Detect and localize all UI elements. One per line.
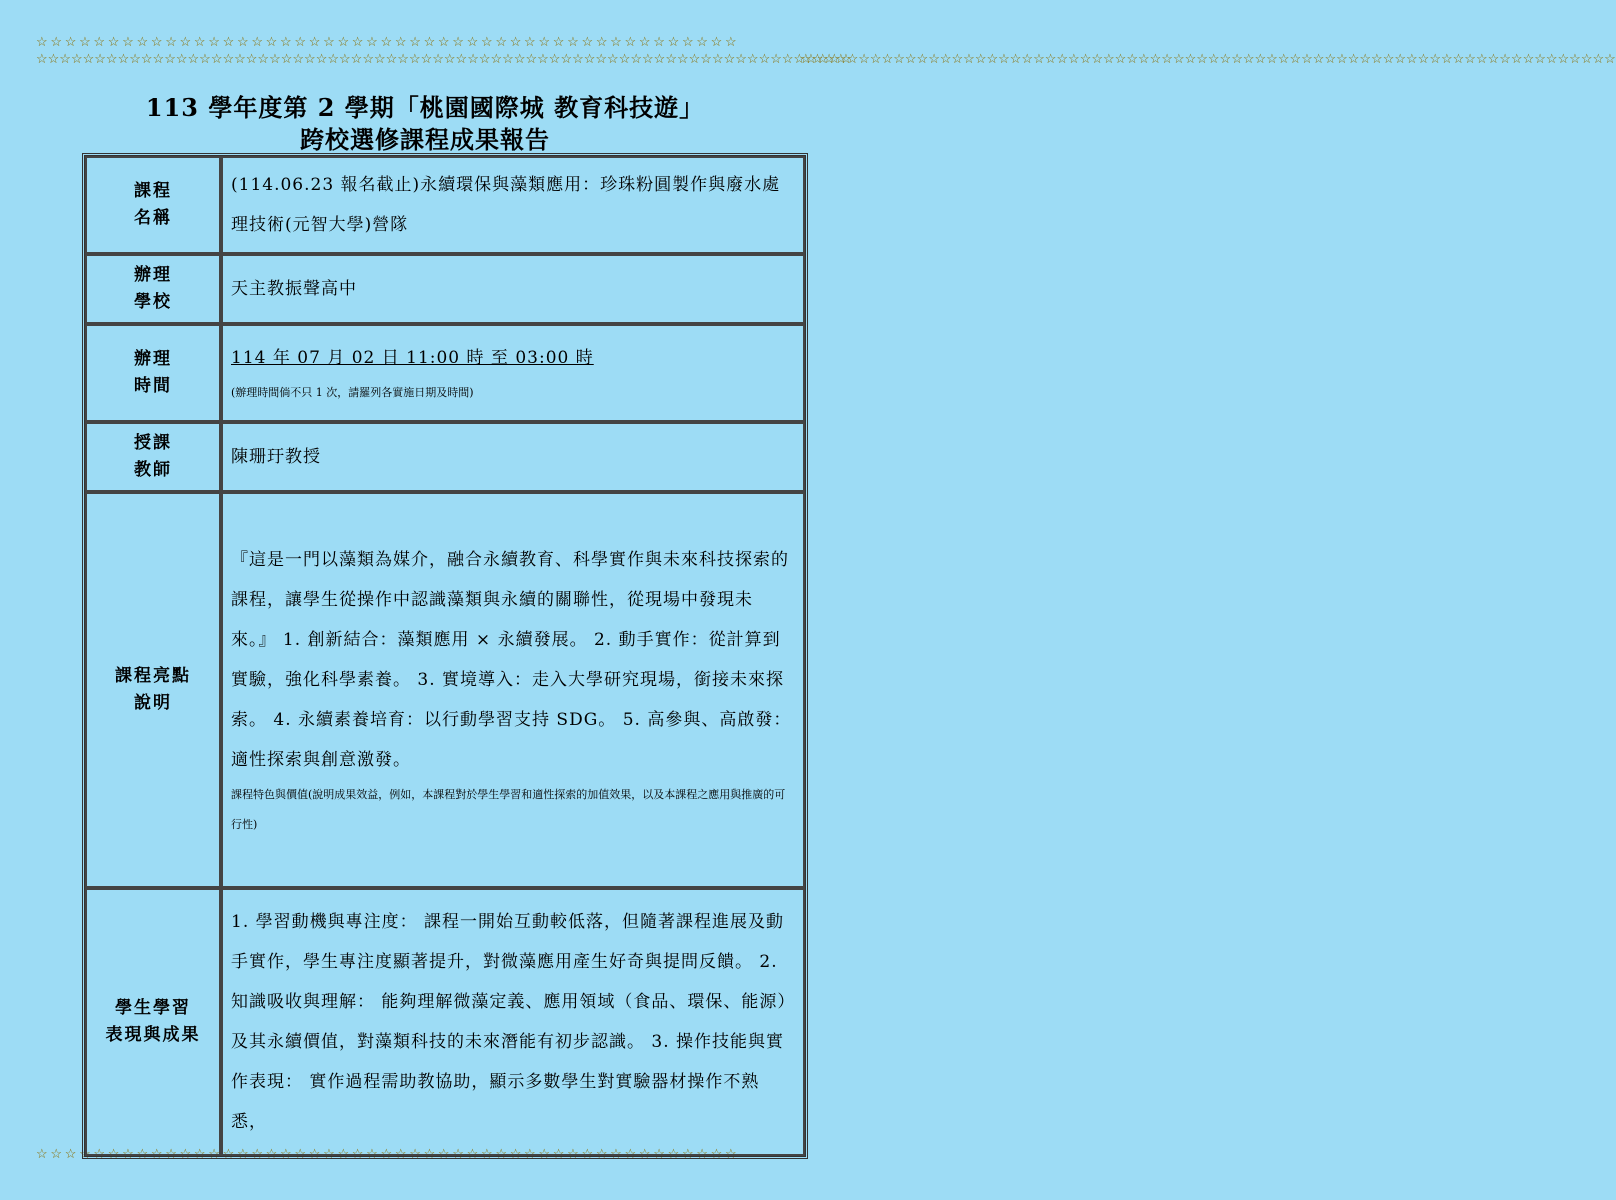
value-teacher: 陳珊玗教授 [221, 422, 805, 492]
star-border-top: ☆☆☆☆☆☆☆☆☆☆☆☆☆☆☆☆☆☆☆☆☆☆☆☆☆☆☆☆☆☆☆☆☆☆☆☆☆☆☆☆☆☆☆☆☆☆☆☆☆ [36, 35, 740, 50]
row-school [85, 254, 805, 324]
label-teacher: 授課 教師 [85, 422, 221, 492]
star-border-right: ☆☆☆☆☆☆☆☆☆☆☆☆☆☆☆☆☆☆☆☆☆☆☆☆☆☆☆☆☆☆☆☆☆☆☆☆☆☆☆☆☆☆☆☆☆☆☆☆☆☆☆☆☆☆☆☆☆☆☆☆☆☆☆☆☆☆☆☆☆☆ [800, 52, 1616, 67]
row-course-name [85, 156, 805, 254]
value-course-name: (114.06.23 報名截止)永續環保與藻類應用：珍珠粉圓製作與廢水處理技術(元智大學)營隊 [221, 156, 805, 254]
value-school: 天主教振聲高中 [221, 254, 805, 324]
row-highlight [85, 492, 805, 888]
report-title: 113 學年度第 2 學期「桃園國際城 教育科技遊」 [145, 93, 705, 122]
star-border-left: ☆☆☆☆☆☆☆☆☆☆☆☆☆☆☆☆☆☆☆☆☆☆☆☆☆☆☆☆☆☆☆☆☆☆☆☆☆☆☆☆☆☆☆☆☆☆☆☆☆☆☆☆☆☆☆☆☆☆☆☆☆☆☆☆☆☆☆☆☆☆ [36, 52, 852, 67]
label-highlight: 課程亮點 說明 [85, 492, 221, 888]
label-time: 辦理 時間 [85, 324, 221, 422]
highlight-text: 『這是一門以藻類為媒介，融合永續教育、科學實作與未來科技探索的課程，讓學生從操作中認識藻類與永續的關聯性，從現場中發現未來。』 1. 創新結合：藻類應用 × 永續發展。 2. 動手實作：從計算到實驗，強化科學素養。 3. 實境導入：走入大學研究現場，銜接未來探索。 4. 永續素養培育：以行動學習支持 SDG。 5. 高參與、高啟發：適性探索與創意激發。 [231, 550, 792, 770]
row-performance [85, 888, 805, 1156]
label-school: 辦理 學校 [85, 254, 221, 324]
value-performance: 1. 學習動機與專注度： 課程一開始互動較低落，但隨著課程進展及動手實作，學生專注度顯著提升，對微藻應用產生好奇與提問反饋。 2. 知識吸收與理解： 能夠理解微藻定義、應用領域（食品、環保、能源）及其永續價值，對藻類科技的未來潛能有初步認識。 3. 操作技能與實作表現： 實作過程需助教協助，顯示多數學生對實驗器材操作不熟悉， [221, 888, 805, 1156]
label-performance: 學生學習 表現與成果 [85, 888, 221, 1156]
report-subtitle: 跨校選修課程成果報告 [300, 125, 550, 154]
row-time [85, 324, 805, 422]
time-value: 114 年 07 月 02 日 11:00 時 至 03:00 時 [231, 348, 594, 368]
label-course-name: 課程 名稱 [85, 156, 221, 254]
highlight-note: 課程特色與價值(說明成果效益，例如，本課程對於學生學習和適性探索的加值效果，以及本課程之應用與推廣的可行性) [231, 788, 786, 831]
value-time [221, 324, 805, 422]
value-highlight [221, 492, 805, 888]
report-table [82, 153, 808, 1159]
star-border-bottom: ☆☆☆☆☆☆☆☆☆☆☆☆☆☆☆☆☆☆☆☆☆☆☆☆☆☆☆☆☆☆☆☆☆☆☆☆☆☆☆☆☆☆☆☆☆☆☆☆☆ [36, 1147, 740, 1162]
row-teacher [85, 422, 805, 492]
time-note: (辦理時間倘不只 1 次，請羅列各實施日期及時間) [231, 386, 474, 399]
